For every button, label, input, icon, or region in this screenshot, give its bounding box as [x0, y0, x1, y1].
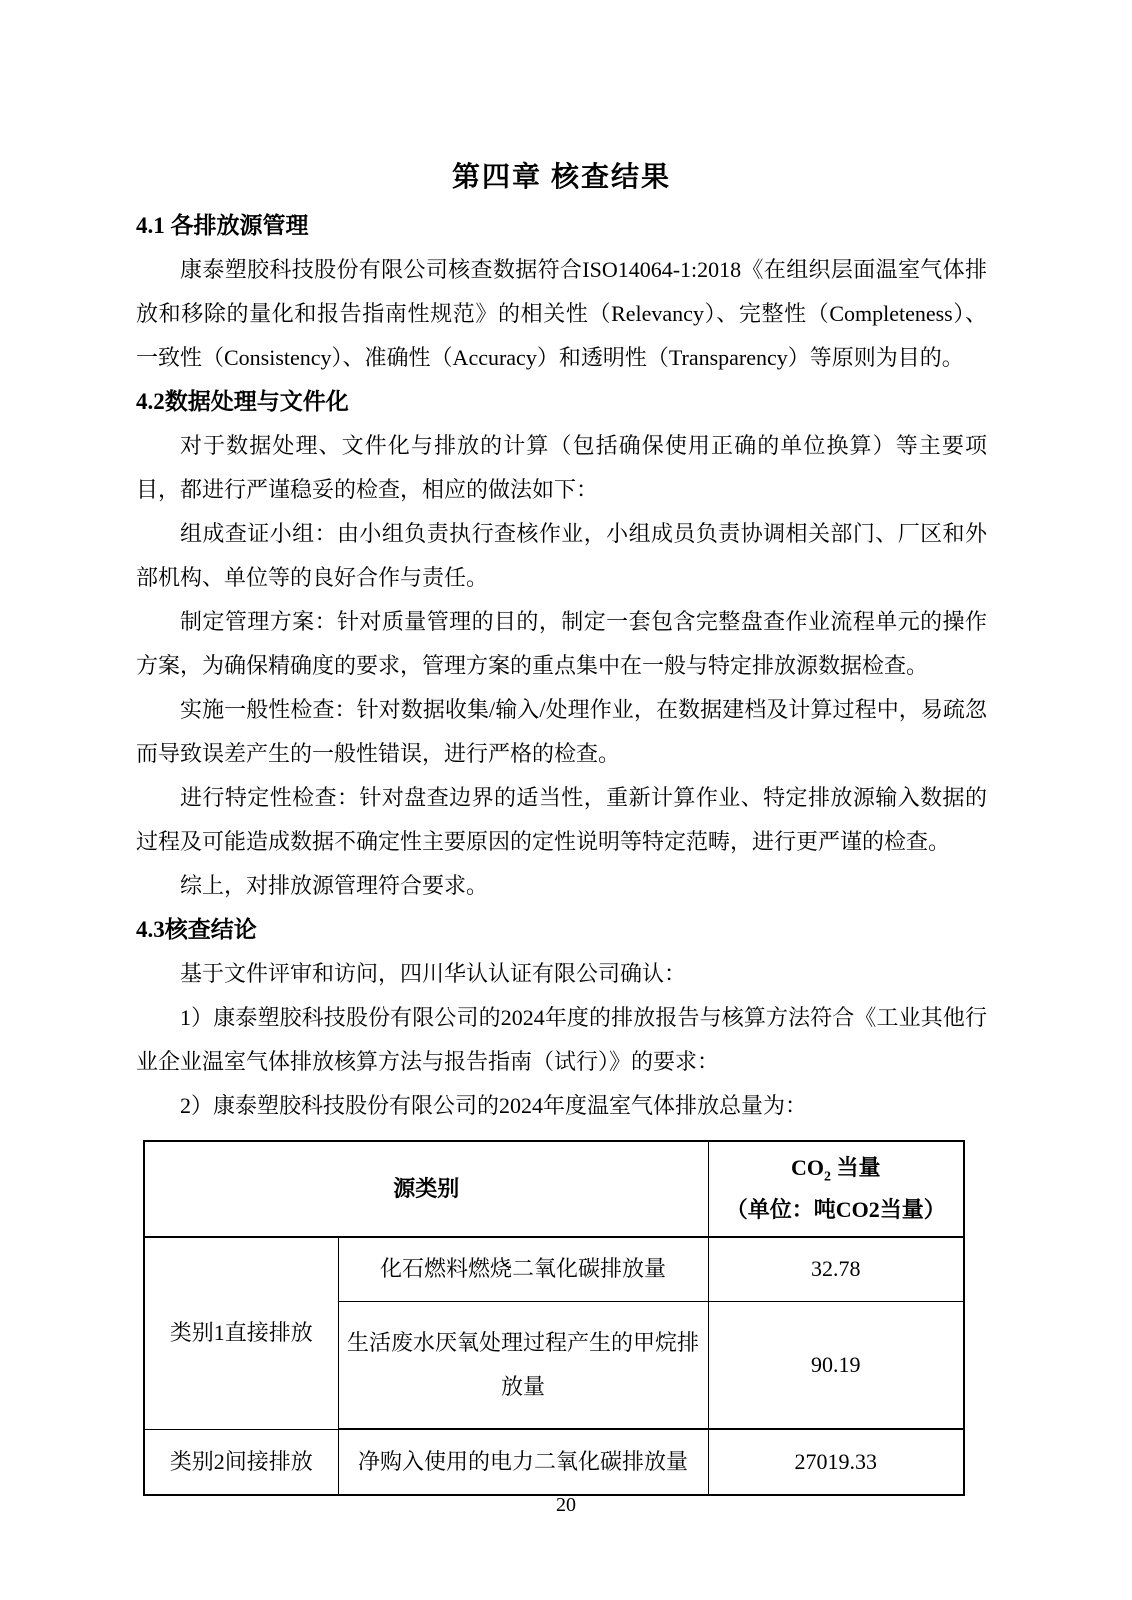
emissions-summary-table [143, 1140, 965, 1496]
paragraph-conclusion-intro: 基于文件评审和访问，四川华认认证有限公司确认： [180, 961, 687, 986]
co2-equivalent-label: $CO_2$ 当量 [790, 1155, 881, 1185]
section-heading-4-2: 4.2数据处理与文件化 [136, 389, 349, 414]
cell-source-wastewater-methane: 生活废水厌氧处理过程产生的甲烷排放量 [338, 1301, 708, 1429]
cell-value-purchased-electricity: 27019.33 [708, 1429, 964, 1495]
table-row [144, 1429, 964, 1495]
paragraph-conclusion-item-1: 1）康泰塑胶科技股份有限公司的2024年度的排放报告与核算方法符合《工业其他行业企业温室气体排放核算方法与报告指南（试行）》的要求： [136, 1005, 987, 1074]
paragraph-conclusion-item-2: 2）康泰塑胶科技股份有限公司的2024年度温室气体排放总量为： [180, 1093, 808, 1118]
section-heading-4-3: 4.3核查结论 [136, 917, 257, 942]
page-number: 20 [556, 1494, 576, 1516]
paragraph-management-plan: 制定管理方案：针对质量管理的目的，制定一套包含完整盘查作业流程单元的操作方案，为确保精确度的要求，管理方案的重点集中在一般与特定排放源数据检查。 [136, 609, 987, 678]
cell-category-1-direct: 类别1直接排放 [144, 1237, 338, 1429]
chapter-title: 第四章 核查结果 [451, 162, 671, 193]
paragraph-general-check: 实施一般性检查：针对数据收集/输入/处理作业，在数据建档及计算过程中，易疏忽而导致误差产生的一般性错误，进行严格的检查。 [136, 697, 987, 766]
cell-category-2-indirect: 类别2间接排放 [144, 1429, 338, 1495]
table-header-row [144, 1141, 964, 1237]
paragraph-data-processing-intro: 对于数据处理、文件化与排放的计算（包括确保使用正确的单位换算）等主要项目，都进行严谨稳妥的检查，相应的做法如下： [136, 433, 987, 502]
table-header-source-category: 源类别 [144, 1141, 708, 1237]
paragraph-specific-check: 进行特定性检查：针对盘查边界的适当性，重新计算作业、特定排放源输入数据的过程及可能造成数据不确定性主要原因的定性说明等特定范畴，进行更严谨的检查。 [136, 785, 987, 854]
table-header-co2-equivalent [708, 1141, 964, 1237]
cell-value-wastewater-methane: 90.19 [708, 1301, 964, 1429]
cell-source-purchased-electricity: 净购入使用的电力二氧化碳排放量 [338, 1429, 708, 1495]
paragraph-summary: 综上，对排放源管理符合要求。 [180, 873, 489, 898]
co2-equivalent-unit: （单位：吨CO2当量） [725, 1196, 946, 1222]
cell-value-fossil-fuel: 32.78 [708, 1237, 964, 1301]
section-heading-4-1: 4.1 各排放源管理 [136, 213, 309, 238]
cell-source-fossil-fuel: 化石燃料燃烧二氧化碳排放量 [338, 1237, 708, 1301]
table-row [144, 1237, 964, 1301]
paragraph-verification-team: 组成查证小组：由小组负责执行查核作业，小组成员负责协调相关部门、厂区和外部机构、单位等的良好合作与责任。 [136, 521, 987, 590]
paragraph-principles: 康泰塑胶科技股份有限公司核查数据符合ISO14064-1:2018《在组织层面温室气体排放和移除的量化和报告指南性规范》的相关性（Relevancy）、完整性（Completeness）、一致性（Consistency）、准确性（Accuracy）和透明性（Transparency）等原则为目的。 [136, 257, 987, 370]
